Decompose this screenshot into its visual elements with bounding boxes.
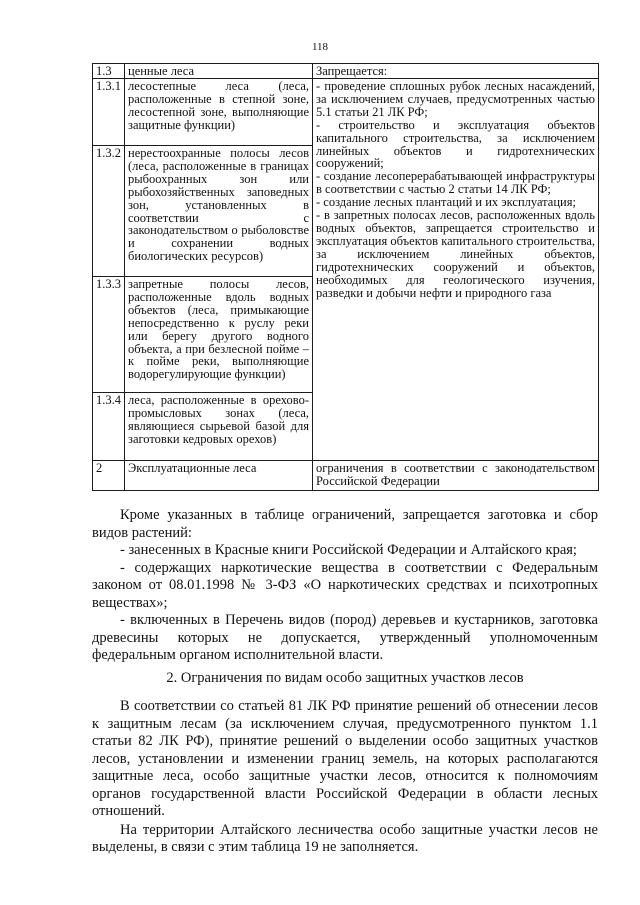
body-paragraph: На территории Алтайского лесничества особо защитные участки лесов не выделены, в связи с этим таблица 19 не заполняется.	[92, 821, 598, 855]
plants-list-item: - включенных в Перечень видов (пород) деревьев и кустарников, заготовка древесины которых не допускается, утвержденный уполномоченным федеральным органом исполнительной власти.	[92, 612, 598, 663]
forest-category-name: лесостепные леса (леса, расположенные в степной зоне, лесостепной зоне, выполняющие защитные функции)	[125, 79, 313, 146]
forest-category-name: запретные полосы лесов, расположенные вдоль водных объектов (леса, примыкающие непосредственно к руслу реки или берегу другого водного объекта, а при безлесной пойме – к пойме реки, выполняющие водорегулирующие функции)	[125, 277, 313, 393]
section-heading: 2. Ограничения по видам особо защитных участков лесов	[166, 669, 524, 686]
plants-intro-paragraph: Кроме указанных в таблице ограничений, запрещается заготовка и сбор видов растений:	[92, 507, 598, 541]
row-number: 2	[93, 461, 125, 491]
page-content	[92, 63, 598, 857]
row-number: 1.3.1	[93, 79, 125, 146]
table-row	[93, 64, 599, 79]
restriction-item: - проведение сплошных рубок лесных насаждений, за исключением случаев, предусмотренных частью 5.1 статьи 21 ЛК РФ;	[316, 79, 595, 119]
body-text	[92, 507, 598, 857]
body-paragraph: В соответствии со статьей 81 ЛК РФ принятие решений об отнесении лесов к защитным лесам (за исключением случая, предусмотренного пунктом 1.1 статьи 82 ЛК РФ), принятие решений о выделении особо защитных участков лесов, установлении и изменении границ земель, на которых располагаются защитные леса, особо защитные участки лесов, относится к полномочиям органов государственной власти Российской Федерации в области лесных отношений.	[92, 698, 598, 819]
restriction-item: - строительство и эксплуатация объектов капитального строительства, за исключением линейных объектов и гидротехнических сооружений;	[316, 117, 595, 171]
restriction-header: Запрещается:	[313, 64, 599, 79]
row-number: 1.3.2	[93, 146, 125, 277]
table-row	[93, 79, 599, 146]
forest-category-name: леса, расположенные в орехово-промысловых зонах (леса, являющиеся сырьевой базой для заготовки кедровых орехов)	[125, 393, 313, 461]
restrictions-cell	[313, 79, 599, 461]
forest-restrictions-table	[92, 63, 599, 491]
forest-category-name: Эксплуатационные леса	[125, 461, 313, 491]
restriction-text: ограничения в соответствии с законодательством Российской Федерации	[313, 461, 599, 491]
forest-category-name: ценные леса	[125, 64, 313, 79]
row-number: 1.3.3	[93, 277, 125, 393]
plants-list-item: - содержащих наркотические вещества в соответствии с Федеральным законом от 08.01.1998 № 3-ФЗ «О наркотических средствах и психотропных веществах»;	[92, 559, 598, 611]
forest-category-name: нерестоохранные полосы лесов (леса, расположенные в границах рыбоохранных зон или рыбохозяйственных заповедных зон, установленных в соответствии с законодательством о рыболовстве и сохранении водных биологических ресурсов)	[125, 146, 313, 277]
page-number: 118	[311, 41, 329, 53]
plants-list-item: - занесенных в Красные книги Российской Федерации и Алтайского края;	[120, 542, 577, 558]
row-number: 1.3.4	[93, 393, 125, 461]
restriction-item: - в запретных полосах лесов, расположенных вдоль водных объектов, запрещается строительство и эксплуатация объектов капитального строительства, за исключением линейных объектов, гидротехнических сооружений и объектов, необходимых для геологического изучения, разведки и добычи нефти и природного газа	[316, 208, 595, 300]
restriction-item: - создание лесных плантаций и их эксплуатация;	[316, 195, 576, 210]
restriction-item: - создание лесоперерабатывающей инфраструктуры в соответствии с частью 2 статьи 14 ЛК РФ;	[316, 169, 595, 197]
table-row	[93, 461, 599, 491]
row-number: 1.3	[93, 64, 125, 79]
